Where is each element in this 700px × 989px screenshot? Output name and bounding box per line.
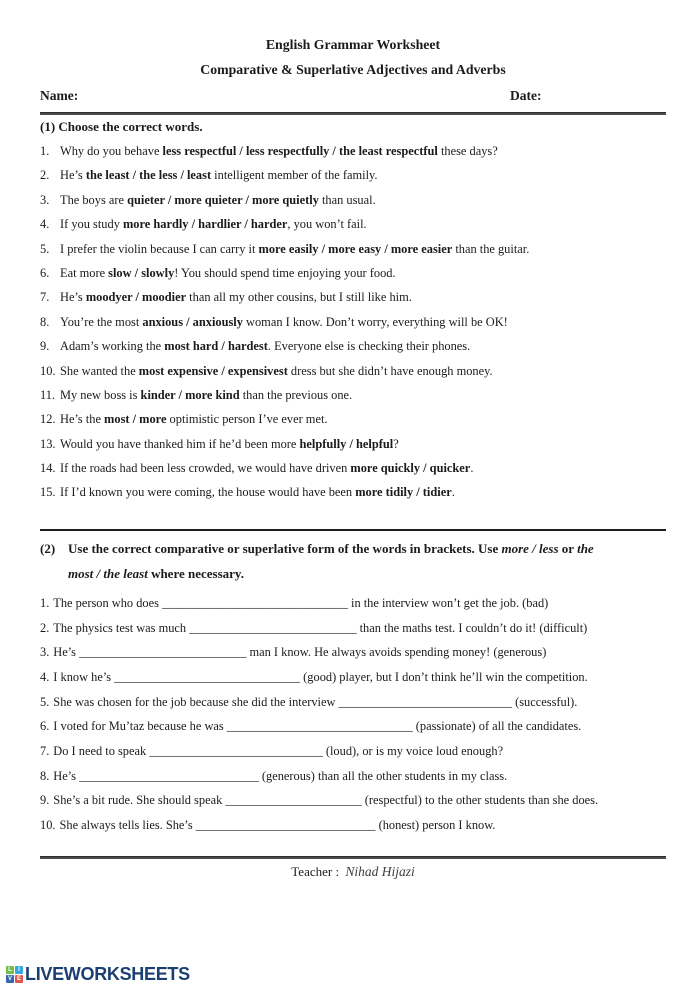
question-text-segment: He’s — [53, 645, 80, 660]
question-text-segment: slow / slowly — [108, 265, 175, 280]
question — [40, 383, 666, 407]
part1-question-list — [40, 139, 666, 505]
question-number: 3. — [40, 645, 50, 660]
question-text-segment: The boys are — [60, 192, 128, 207]
question-number: 11. — [40, 387, 56, 402]
question-number: 10. — [40, 818, 56, 833]
question-text-segment: She was chosen for the job because she did the interview — [53, 694, 339, 709]
question-text-segment: less respectful / less respectfully / the least respectful — [162, 144, 438, 158]
question-text-segment: He’s — [60, 290, 86, 305]
question — [40, 188, 666, 212]
question — [40, 714, 666, 739]
question-text-segment: (honest) person I know. — [375, 818, 496, 833]
section-divider-top — [40, 112, 666, 115]
question-text-segment: (loud), or is my voice loud enough? — [322, 743, 504, 758]
question-text-segment: ? — [393, 436, 399, 451]
question-text-segment: in the interview won’t get the job. (bad) — [347, 595, 549, 610]
answer-blank[interactable]: ___________________________ — [189, 620, 357, 635]
question — [40, 456, 666, 480]
question-text-segment: more easily / more easy / more easier — [258, 241, 453, 256]
answer-blank[interactable]: ____________________________ — [338, 694, 513, 709]
question-number: 9. — [40, 339, 50, 354]
question-text-segment: You’re the most — [60, 314, 143, 329]
question-text-segment: more tidily / tidier — [355, 485, 452, 500]
question-text-segment: than the previous one. — [239, 387, 353, 402]
name-label: Name: — [40, 88, 79, 103]
question-text-segment: Use the correct comparative or superlative form of the words in brackets. Use — [68, 540, 502, 556]
question-text-segment: than the guitar. — [452, 241, 530, 256]
question-text-segment: . — [470, 461, 474, 476]
part2-heading-line1 — [68, 536, 666, 561]
section-divider-bottom — [40, 856, 666, 859]
question-text-segment: (successful). — [512, 694, 578, 709]
question-text-segment: (respectful) to the other students than she does. — [361, 793, 599, 808]
question-text-segment: anxious / anxiously — [142, 314, 243, 329]
worksheet-subtitle: Comparative & Superlative Adjectives and Adverbs — [200, 62, 506, 77]
question-number: 10. — [40, 363, 56, 378]
part2-question-list — [40, 591, 666, 838]
question-number: 4. — [40, 217, 50, 232]
question-number: 2. — [40, 168, 50, 183]
question-text-segment: moodyer / moodier — [85, 290, 187, 305]
question-text-segment: If the roads had been less crowded, we would have driven — [60, 461, 351, 476]
question — [40, 665, 666, 690]
question — [40, 432, 666, 456]
question-text-segment: Eat more — [60, 265, 109, 280]
question-text-segment: more quickly / quicker — [350, 461, 471, 476]
question-number: 5. — [40, 694, 50, 709]
answer-blank[interactable]: ___________________________ — [79, 645, 247, 660]
worksheet-title: English Grammar Worksheet — [265, 37, 441, 52]
question-text-segment: , you won’t fail. — [287, 217, 367, 232]
question-number: 8. — [40, 314, 50, 329]
question-text-segment: quieter / more quieter / more quietly — [127, 192, 319, 207]
answer-blank[interactable]: _____________________________ — [79, 768, 259, 783]
question-text-segment: He’s — [60, 168, 86, 183]
teacher-name: Nihad Hijazi — [345, 863, 415, 879]
liveworksheets-logo[interactable] — [6, 965, 190, 983]
question-text-segment: Why do you behave — [60, 144, 163, 158]
teacher-label: Teacher : — [291, 863, 340, 879]
answer-blank[interactable]: ______________________________ — [114, 669, 301, 684]
question-text-segment: She always tells lies. She’s — [59, 818, 196, 833]
question-text-segment: most / more — [104, 412, 167, 427]
question — [40, 334, 666, 358]
question-text-segment: My new boss is — [60, 387, 141, 402]
question — [40, 212, 666, 236]
name-date-row — [40, 88, 666, 104]
question — [40, 640, 666, 665]
question-number: 9. — [40, 793, 50, 808]
answer-blank[interactable]: ______________________________ — [162, 595, 348, 610]
part2-heading-text — [68, 536, 666, 586]
question-number: 1. — [40, 595, 50, 610]
question-number: 7. — [40, 290, 50, 305]
question-number: 4. — [40, 669, 50, 684]
question-text-segment: If I’d known you were coming, the house would have been — [60, 485, 356, 500]
question — [40, 139, 666, 163]
part2-heading-line2 — [68, 561, 666, 586]
question-text-segment: where necessary. — [147, 565, 244, 581]
question-text-segment: than all my other cousins, but I still like him. — [186, 290, 412, 305]
question-text-segment: . Everyone else is checking their phones. — [267, 339, 471, 354]
part1-heading: (1) Choose the correct words. — [40, 119, 203, 134]
question-text-segment: than usual. — [318, 192, 376, 207]
question — [40, 359, 666, 383]
question-text-segment: (passionate) of all the candidates. — [412, 719, 582, 734]
question — [40, 739, 666, 764]
question-text-segment: helpfully / helpful — [299, 436, 394, 451]
question-text-segment: most / the least — [68, 565, 148, 581]
question-number: 13. — [40, 436, 56, 451]
liveworksheets-wordmark: LIVEWORKSHEETS — [25, 964, 190, 984]
part2-heading — [40, 536, 666, 586]
question — [40, 237, 666, 261]
logo-tile-i: I — [15, 966, 23, 974]
part2-number: (2) — [40, 540, 56, 556]
question — [40, 285, 666, 309]
question-text-segment: kinder / more kind — [140, 387, 240, 402]
section-divider-middle — [40, 529, 666, 531]
question-text-segment: I voted for Mu’taz because he was — [53, 719, 227, 734]
question-number: 7. — [40, 743, 50, 758]
question-text-segment: intelligent member of the family. — [211, 168, 378, 183]
question-text-segment: (good) player, but I don’t think he’ll win the competition. — [300, 669, 588, 684]
question-text-segment: He’s the — [60, 412, 105, 427]
answer-blank[interactable]: _____________________________ — [195, 818, 376, 833]
liveworksheets-tiles-icon — [6, 966, 23, 983]
question-text-segment: The physics test was much — [53, 620, 190, 635]
worksheet-content — [0, 37, 700, 881]
question-number: 6. — [40, 265, 50, 280]
question-number: 2. — [40, 620, 50, 635]
question-number: 5. — [40, 241, 50, 256]
question-text-segment: Would you have thanked him if he’d been more — [60, 436, 300, 451]
question-text-segment: most expensive / expensivest — [138, 363, 288, 378]
question-text-segment: She wanted the — [60, 363, 139, 378]
question — [40, 261, 666, 285]
question-text-segment: Do I need to speak — [53, 743, 150, 758]
question-text-segment: . — [451, 485, 455, 500]
date-label: Date: — [510, 88, 542, 103]
logo-tile-v: V — [7, 975, 12, 982]
question-text-segment: than the maths test. I couldn’t do it! (difficult) — [356, 620, 588, 635]
question-text-segment: dress but she didn’t have enough money. — [287, 363, 493, 378]
question — [40, 591, 666, 616]
question-text-segment: She’s a bit rude. She should speak — [53, 793, 226, 808]
answer-blank[interactable]: ____________________________ — [149, 743, 323, 758]
question-text-segment: most hard / hardest — [164, 339, 268, 354]
question-number: 3. — [40, 192, 50, 207]
question — [40, 480, 666, 504]
question-text-segment: ! You should spend time enjoying your food. — [174, 265, 396, 280]
question-number: 1. — [40, 144, 50, 158]
question-number: 15. — [40, 485, 56, 500]
question-number: 14. — [40, 461, 56, 476]
question-text-segment: (generous) than all the other students in my class. — [258, 768, 508, 783]
question-text-segment: these days? — [437, 144, 498, 158]
question-text-segment: I prefer the violin because I can carry it — [60, 241, 259, 256]
logo-tile-l: L — [6, 966, 14, 974]
question-number: 8. — [40, 768, 50, 783]
question — [40, 764, 666, 789]
answer-blank[interactable]: ______________________________ — [226, 719, 413, 734]
question-text-segment: I know he’s — [53, 669, 115, 684]
question — [40, 163, 666, 187]
question — [40, 616, 666, 641]
question-text-segment: optimistic person I’ve ever met. — [166, 412, 328, 427]
question — [40, 788, 666, 813]
question-text-segment: the — [577, 540, 594, 556]
question — [40, 813, 666, 838]
question-text-segment: man I know. He always avoids spending money! (generous) — [246, 645, 547, 660]
question — [40, 310, 666, 334]
question-text-segment: woman I know. Don’t worry, everything will be OK! — [242, 314, 508, 329]
question-text-segment: the least / the less / least — [85, 168, 212, 183]
logo-tile-e: E — [16, 975, 21, 982]
teacher-row — [40, 863, 666, 881]
question — [40, 690, 666, 715]
question-text-segment: The person who does — [53, 595, 163, 610]
question-text-segment: more hardly / hardlier / harder — [122, 217, 288, 232]
question-number: 12. — [40, 412, 56, 427]
answer-blank[interactable]: ______________________ — [225, 793, 362, 808]
question-text-segment: He’s — [53, 768, 80, 783]
question-text-segment: If you study — [60, 217, 123, 232]
question — [40, 407, 666, 431]
question-number: 6. — [40, 719, 50, 734]
question-text-segment: or — [558, 540, 578, 556]
question-text-segment: Adam’s working the — [60, 339, 165, 354]
question-text-segment: more / less — [501, 540, 559, 556]
